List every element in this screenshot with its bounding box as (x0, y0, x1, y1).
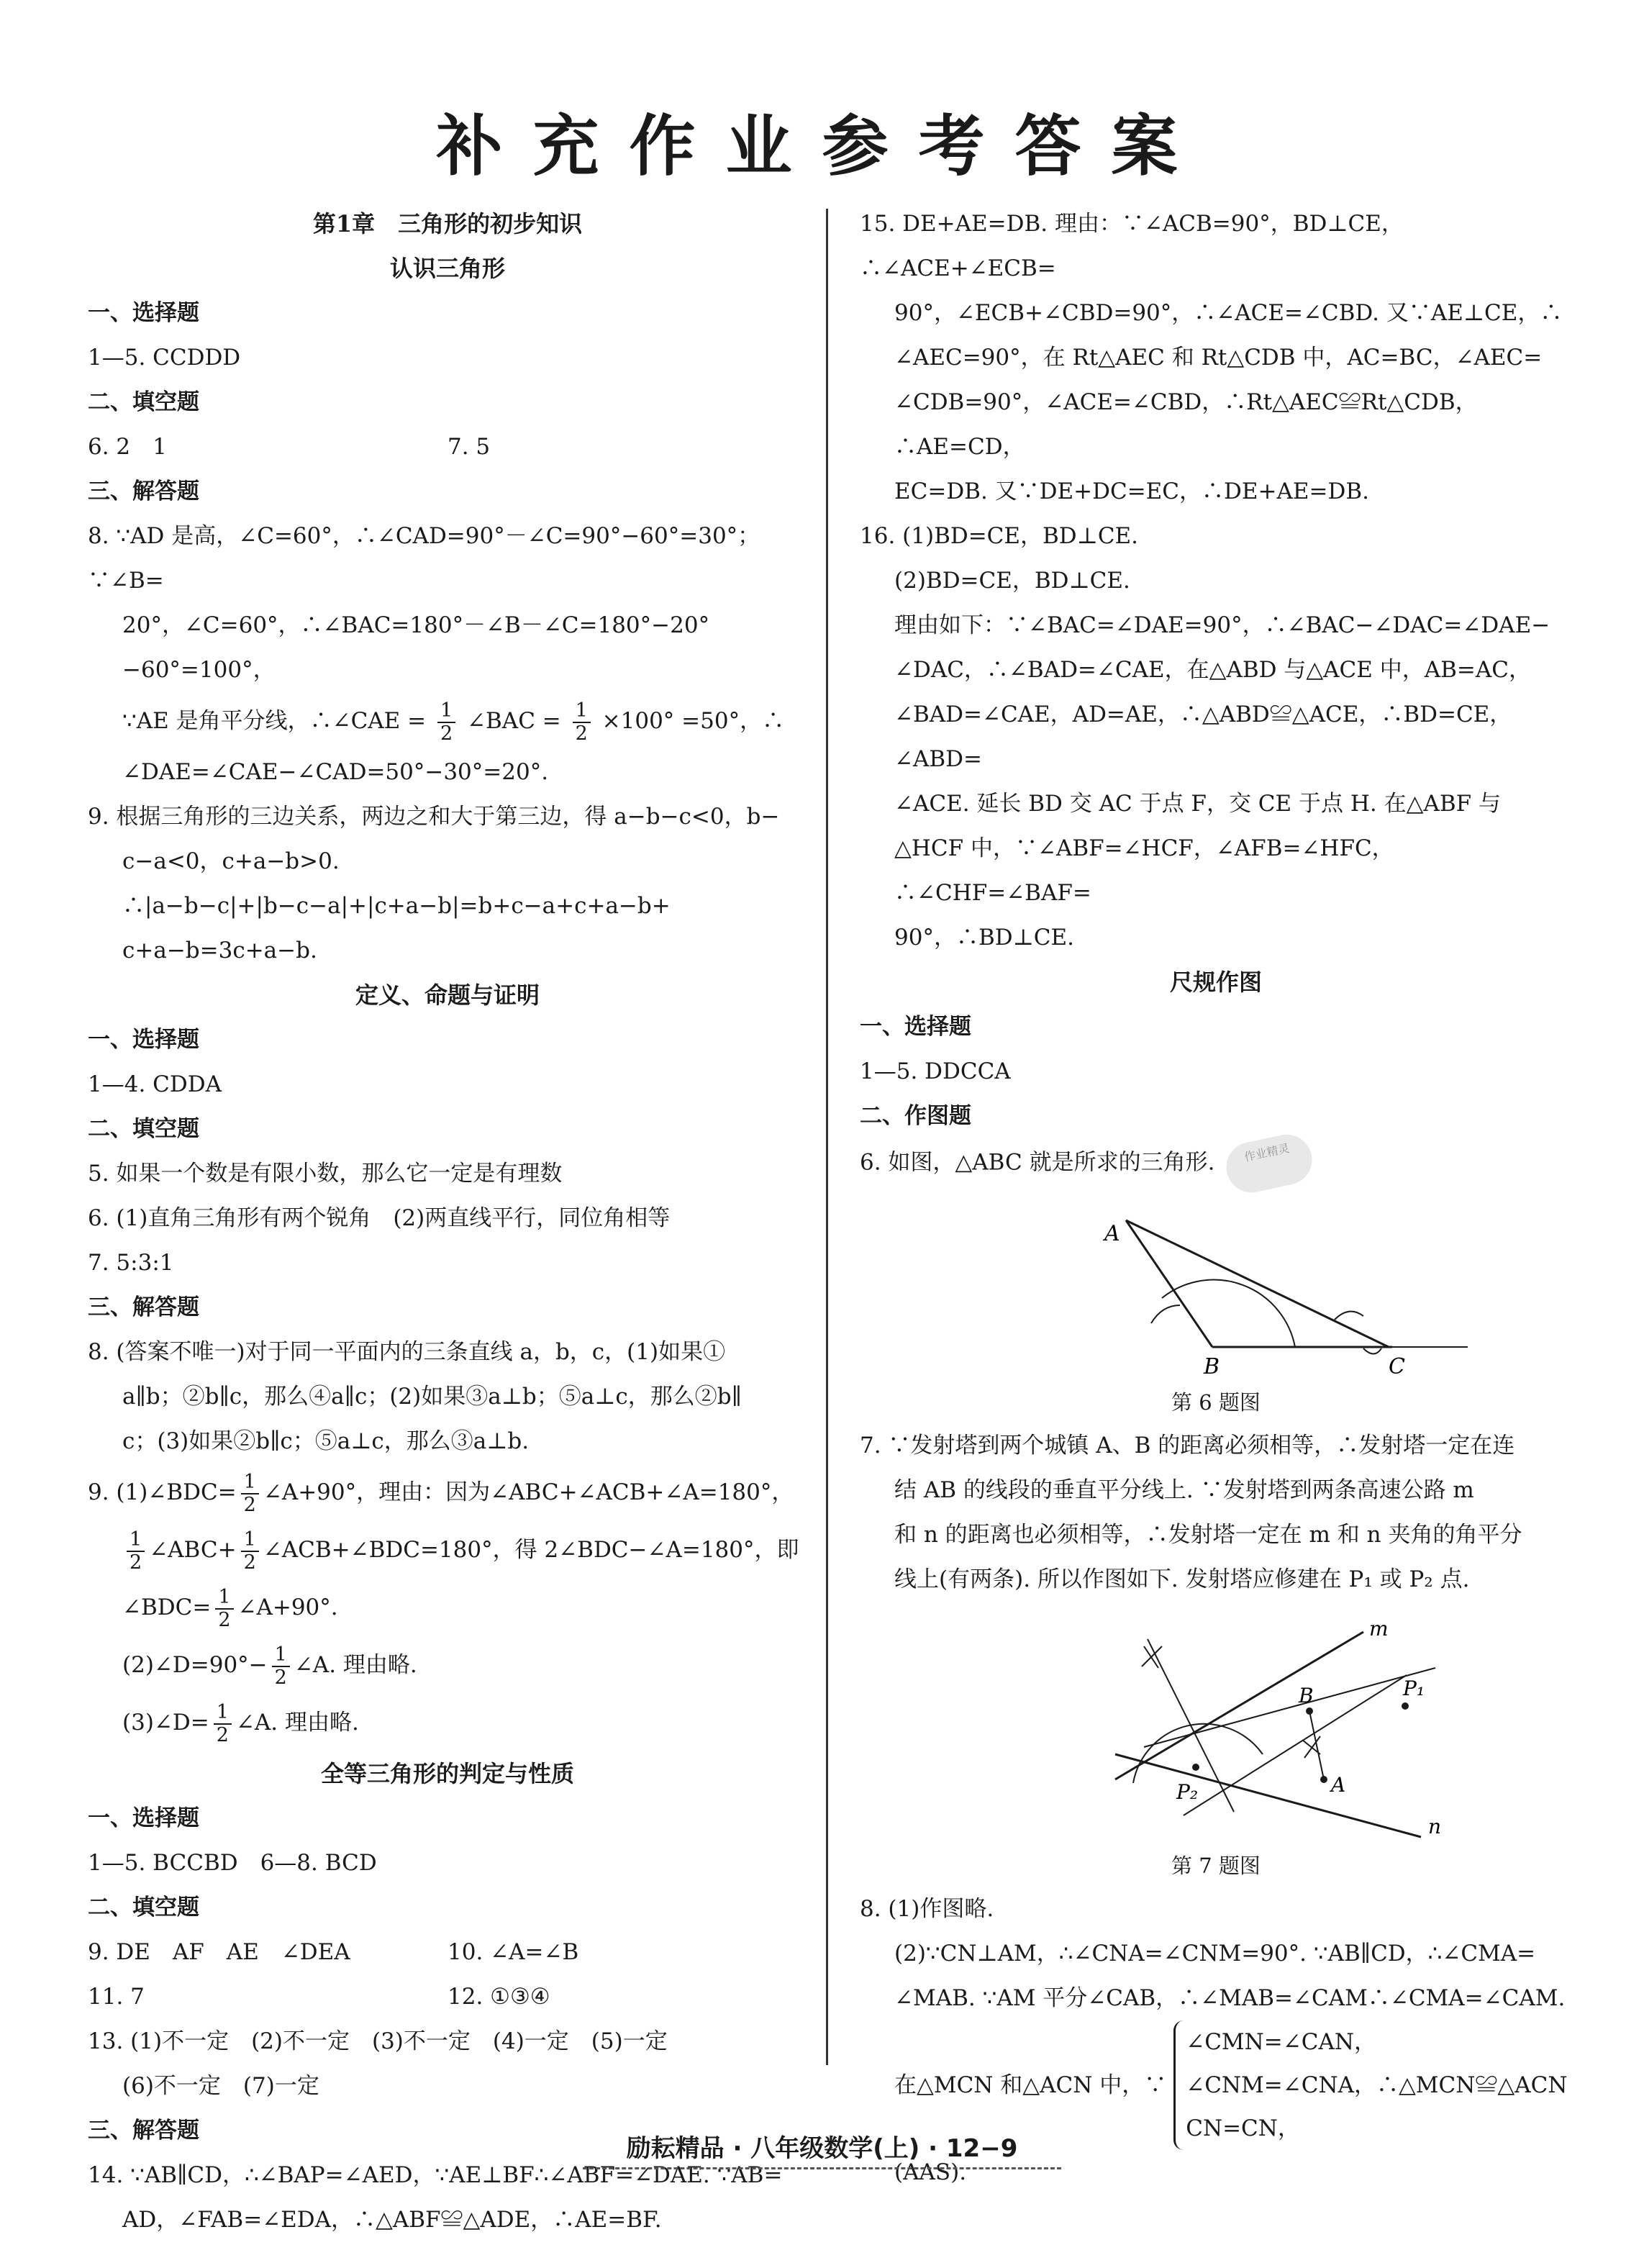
answer-line (88, 1974, 807, 2019)
answer-line: 6. (1)直角三角形有两个锐角 (2)两直线平行，同位角相等 (88, 1205, 671, 1231)
answer-line: EC=DB. 又∵DE+DC=EC，∴DE+AE=DB. (894, 478, 1369, 504)
answer-line: 理由如下：∵∠BAC=∠DAE=90°，∴∠BAC−∠DAC=∠DAE− (894, 612, 1550, 638)
line-m (1115, 1632, 1363, 1779)
answer-line (88, 1930, 807, 1974)
answer-line: (6)不一定 (7)一定 (122, 2073, 319, 2099)
fraction (214, 1702, 232, 1746)
text: ∵AE 是角平分线，∴∠CAE = (122, 708, 427, 734)
text: ×100° =50°，∴ (601, 708, 785, 734)
label-C: C (1389, 1354, 1405, 1379)
fraction (272, 1644, 290, 1689)
answer-line: 20°，∠C=60°，∴∠BAC=180°－∠B－∠C=180°−20°−60°=100°， (122, 612, 710, 683)
numerator: 1 (241, 1471, 259, 1494)
figure-6 (860, 1197, 1572, 1420)
watermark-stamp: 作业精灵 (1222, 1130, 1317, 1197)
side-AB (1126, 1220, 1212, 1347)
label-B: B (1299, 1684, 1314, 1707)
fraction (437, 700, 455, 745)
answer: 12. ①③④ (448, 1984, 550, 2010)
figure-7 (860, 1610, 1572, 1884)
answer-line (88, 692, 807, 750)
answer: 10. ∠A=∠B (448, 1939, 579, 1965)
heading: 一、选择题 (88, 300, 199, 326)
answer-line (88, 1521, 807, 1579)
answer-line: 8. ∵AD 是高，∠C=60°，∴∠CAD=90°－∠C=90°−60°=30°；∵∠B= (88, 523, 760, 594)
construction-arc (1162, 1280, 1295, 1347)
cross-mark (1142, 1646, 1162, 1668)
answer-line: (AAS). (894, 2159, 967, 2185)
answer-line: 7. 5:3:1 (88, 1250, 174, 1276)
answer-line: ∠MAB. ∵AM 平分∠CAB，∴∠MAB=∠CAM∴∠CMA=∠CAM. (894, 1985, 1566, 2011)
answer-line: a∥b；②b∥c，那么④a∥c；(2)如果③a⊥b；⑤a⊥c，那么②b∥ (122, 1384, 742, 1410)
left-column (88, 201, 807, 2242)
label-P2: P₂ (1176, 1780, 1199, 1804)
point-A (1320, 1776, 1327, 1783)
line-n (1115, 1754, 1421, 1837)
answer-line: 线上(有两条). 所以作图如下. 发射塔应修建在 P₁ 或 P₂ 点. (894, 1566, 1470, 1592)
text: ∠A. 理由略. (294, 1652, 417, 1678)
text: ∠BAC = (467, 708, 561, 734)
label-A: A (1104, 1221, 1120, 1246)
denominator: 2 (216, 1723, 229, 1746)
denominator: 2 (243, 1551, 256, 1574)
text: 9. (1)∠BDC= (88, 1479, 237, 1505)
page-footer: 励耘精品 · 八年级数学(上) · 12−9 (626, 2134, 1018, 2163)
answer-line: 14. ∵AB∥CD，∴∠BAP=∠AED，∵AE⊥BF∴∠ABF=∠DAE. ∵AB= (88, 2162, 783, 2188)
answer-line: ∠CDB=90°，∠ACE=∠CBD，∴Rt△AEC≌Rt△CDB，∴AE=CD， (894, 389, 1478, 460)
fraction (573, 700, 591, 745)
heading: 二、填空题 (88, 1116, 199, 1142)
answer-line: 8. (答案不唯一)对于同一平面内的三条直线 a，b，c，(1)如果① (88, 1339, 726, 1365)
answer-line: (2)∵CN⊥AM，∴∠CNA=∠CNM=90°. ∵AB∥CD，∴∠CMA= (894, 1941, 1536, 1967)
text: ∠ACB+∠BDC=180°，得 2∠BDC−∠A=180°，即 (263, 1537, 799, 1563)
section-title: 全等三角形的判定与性质 (320, 1760, 574, 1787)
answer-line: AD，∠FAB=∠EDA，∴△ABF≌△ADE，∴AE=BF. (122, 2207, 662, 2233)
answer-line: 90°，∠ECB+∠CBD=90°，∴∠ACE=∠CBD. 又∵AE⊥CE，∴ (894, 300, 1563, 326)
fraction (241, 1471, 259, 1516)
label-B: B (1204, 1354, 1220, 1379)
answer-line: ∠AEC=90°，在 Rt△AEC 和 Rt△CDB 中，AC=BC，∠AEC= (894, 345, 1543, 371)
answer-line: 15. DE+AE=DB. 理由：∵∠ACB=90°，BD⊥CE，∴∠ACE+∠ECB= (860, 211, 1404, 281)
numerator: 1 (241, 1529, 259, 1552)
condition: ∠CNM=∠CNA，∴△MCN≌△ACN (1186, 2072, 1568, 2098)
text: (3)∠D= (122, 1710, 209, 1736)
answer-line: 8. (1)作图略. (860, 1896, 994, 1922)
construction-arc (1151, 1305, 1180, 1323)
answer-line: ∠DAC，∴∠BAD=∠CAE，在△ABD 与△ACE 中，AB=AC， (894, 657, 1532, 683)
denominator: 2 (130, 1551, 142, 1574)
page-title: 补充作业参考答案 (436, 107, 1208, 185)
answer: 6. 2 1 (88, 434, 167, 460)
side-AC (1126, 1220, 1389, 1347)
bisector (1144, 1668, 1435, 1747)
condition: ∠CMN=∠CAN， (1186, 2029, 1376, 2055)
answer-line: 5. 如果一个数是有限小数，那么它一定是有理数 (88, 1161, 563, 1187)
column-divider (826, 209, 828, 2065)
label-P1: P₁ (1403, 1677, 1425, 1700)
condition: CN=CN， (1186, 2115, 1300, 2141)
footer-divider (583, 2167, 1061, 2169)
answer-line: 结 AB 的线段的垂直平分线上. ∵发射塔到两条高速公路 m (894, 1477, 1474, 1503)
answer: 9. DE AF AE ∠DEA (88, 1939, 350, 1965)
figure-caption: 第 7 题图 (1171, 1854, 1261, 1878)
answer-line: 1—5. DDCCA (860, 1058, 1011, 1084)
answer-line: 9. 根据三角形的三边关系，两边之和大于第三边，得 a−b−c<0，b− (88, 804, 780, 830)
figure-6-diagram (860, 1197, 1572, 1384)
segment-AB (1309, 1711, 1324, 1779)
answer-line (860, 1138, 1572, 1189)
heading: 二、填空题 (88, 1895, 199, 1920)
denominator: 2 (243, 1493, 256, 1516)
text: 在△MCN 和△ACN 中，∵ (894, 2072, 1167, 2098)
fraction (241, 1529, 259, 1574)
construction-arc (1363, 1348, 1381, 1354)
heading: 一、选择题 (860, 1014, 971, 1040)
answer-line: ∠DAE=∠CAE−∠CAD=50°−30°=20°. (122, 759, 549, 785)
answer-line: (2)BD=CE，BD⊥CE. (894, 568, 1130, 594)
section-title: 定义、命题与证明 (355, 981, 540, 1009)
answer-line: 13. (1)不一定 (2)不一定 (3)不一定 (4)一定 (5)一定 (88, 2028, 668, 2054)
label-m: m (1369, 1617, 1389, 1641)
figure-caption: 第 6 题图 (1171, 1390, 1261, 1415)
heading: 三、解答题 (88, 478, 199, 504)
answer-line: 1—5. BCCBD 6—8. BCD (88, 1850, 377, 1876)
answer-line (88, 1464, 807, 1521)
denominator: 2 (575, 722, 588, 745)
answer-line (88, 1636, 807, 1694)
answer: 11. 7 (88, 1984, 145, 2010)
answer-line: ∠BAD=∠CAE，AD=AE，∴△ABD≌△ACE，∴BD=CE，∠ABD= (894, 702, 1512, 772)
answer-line: c+a−b=3c+a−b. (122, 938, 317, 963)
heading: 三、解答题 (88, 2118, 199, 2144)
heading: 一、选择题 (88, 1805, 199, 1831)
construction-arc (1335, 1312, 1363, 1320)
text: ∠ABC+ (149, 1537, 237, 1563)
text: ∠A+90°. (237, 1595, 338, 1620)
answer-line: c；(3)如果②b∥c；⑤a⊥c，那么③a⊥b. (122, 1428, 530, 1454)
answer-line: 1—4. CDDA (88, 1071, 222, 1097)
point-P1 (1402, 1702, 1409, 1710)
answer-line: 16. (1)BD=CE，BD⊥CE. (860, 523, 1139, 549)
heading: 三、解答题 (88, 1294, 199, 1320)
answer-line: 1—5. CCDDD (88, 345, 241, 371)
fraction (215, 1587, 233, 1631)
text: (2)∠D=90°− (122, 1652, 268, 1678)
label-n: n (1428, 1815, 1442, 1838)
answer-line: ∠ACE. 延长 BD 交 AC 于点 F，交 CE 于点 H. 在△ABF 与 (894, 791, 1501, 817)
heading: 二、填空题 (88, 389, 199, 415)
answer: 7. 5 (448, 434, 491, 460)
label-A: A (1331, 1773, 1346, 1797)
answer-line: 和 n 的距离也必须相等，∴发射塔一定在 m 和 n 夹角的角平分 (894, 1522, 1522, 1548)
heading: 一、选择题 (88, 1027, 199, 1053)
numerator: 1 (214, 1702, 232, 1725)
point-B (1306, 1707, 1313, 1715)
figure-7-diagram (860, 1610, 1572, 1848)
answer-line: c−a<0，c+a−b>0. ∴|a−b−c|+|b−c−a|+|c+a−b|=b+c−a+c+a−b+ (122, 848, 671, 919)
answer-line (88, 1694, 807, 1751)
numerator: 1 (272, 1644, 290, 1667)
numerator: 1 (127, 1529, 145, 1552)
bisector (1184, 1675, 1407, 1815)
heading: 二、作图题 (860, 1103, 971, 1129)
answer-line (88, 425, 807, 469)
point-P2 (1192, 1764, 1199, 1771)
answer-line: 90°，∴BD⊥CE. (894, 925, 1074, 951)
numerator: 1 (573, 700, 591, 723)
denominator: 2 (440, 722, 453, 745)
answer-line (88, 1579, 807, 1636)
text: ∠BDC= (122, 1595, 212, 1620)
denominator: 2 (274, 1666, 287, 1689)
text: ∠A. 理由略. (235, 1710, 359, 1736)
section-title: 认识三角形 (389, 255, 505, 282)
fraction (127, 1529, 145, 1574)
right-column (860, 201, 1572, 2195)
text: ∠A+90°，理由：因为∠ABC+∠ACB+∠A=180°， (263, 1479, 794, 1505)
text: 6. 如图，△ABC 就是所求的三角形. (860, 1149, 1215, 1176)
section-title: 尺规作图 (1169, 969, 1262, 996)
numerator: 1 (215, 1587, 233, 1610)
denominator: 2 (218, 1608, 231, 1631)
numerator: 1 (437, 700, 455, 723)
answer-line: 7. ∵发射塔到两个城镇 A、B 的距离必须相等，∴发射塔一定在连 (860, 1433, 1515, 1459)
chapter-title: 第1章 三角形的初步知识 (312, 210, 583, 237)
answer-line: △HCF 中，∵∠ABF=∠HCF，∠AFB=∠HFC，∴∠CHF=∠BAF= (894, 835, 1394, 906)
